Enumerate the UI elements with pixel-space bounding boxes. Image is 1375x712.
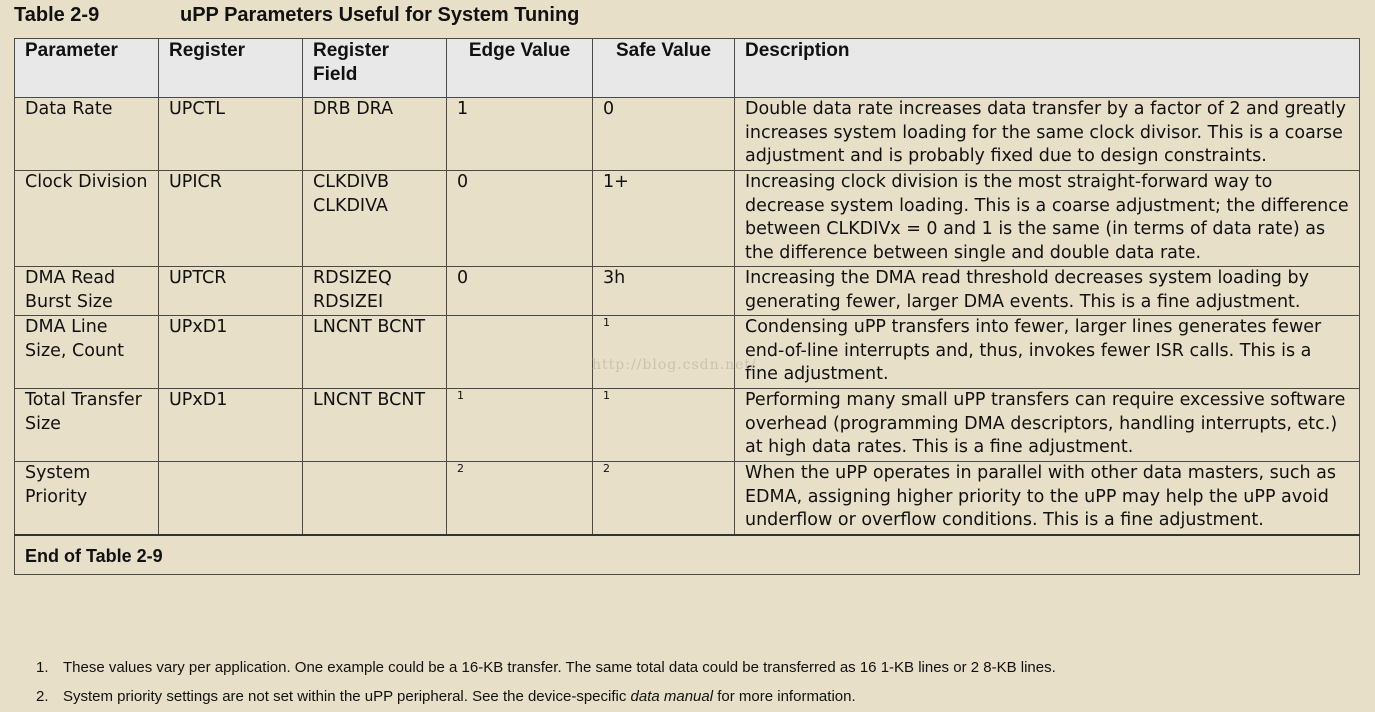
footnote-text: These values vary per application. One example could be a 16-KB transfer. The same total data could be transferred as 16 1-KB lines or 2 8-KB lines. [63,659,1056,676]
cell-parameter: DMA Line Size, Count [15,316,159,389]
cell-parameter: Total Transfer Size [15,389,159,462]
footnotes [36,653,1056,711]
cell-register: UPICR [159,171,303,267]
footnote-item [36,653,1056,682]
cell-register: UPTCR [159,267,303,316]
footnote-item [36,682,1056,711]
cell-safe-value: 0 [593,98,735,171]
footnote-ref: 2 [457,462,464,475]
column-header-register-field: Register Field [303,39,447,98]
cell-description: Increasing the DMA read threshold decreases system loading by generating fewer, larger DMA events. This is a fine adjustment. [735,267,1360,316]
table-row [15,389,1360,462]
footnote-italic-text: data manual [630,688,714,705]
cell-safe-value [593,462,735,536]
parameters-table [14,38,1360,575]
cell-description: Double data rate increases data transfer by a factor of 2 and greatly increases system loading for the same clock divisor. This is a coarse adjustment and is probably fixed due to design constraints. [735,98,1360,171]
cell-parameter: DMA Read Burst Size [15,267,159,316]
column-header-description: Description [735,39,1360,98]
footnote-text-end: for more information. [713,688,856,705]
cell-edge-value [447,316,593,389]
cell-parameter: Clock Division [15,171,159,267]
table-row [15,171,1360,267]
footnote-number: 2. [36,688,49,705]
footnote-ref: 2 [603,462,610,475]
cell-description: Performing many small uPP transfers can require excessive software overhead (programming DMA descriptors, handling interrupts, etc.) at high data rates. This is a fine adjustment. [735,389,1360,462]
cell-safe-value: 3h [593,267,735,316]
cell-register: UPCTL [159,98,303,171]
cell-register-field: LNCNT BCNT [303,389,447,462]
table-number: Table 2-9 [14,4,100,26]
cell-register-field: LNCNT BCNT [303,316,447,389]
column-header-edge-value: Edge Value [447,39,593,98]
cell-edge-value [447,389,593,462]
cell-register: UPxD1 [159,316,303,389]
table-caption: uPP Parameters Useful for System Tuning [180,4,580,26]
table-header-row [15,39,1360,98]
cell-description: When the uPP operates in parallel with other data masters, such as EDMA, assigning higher priority to the uPP may help the uPP avoid underflow or overflow conditions. This is a fine adjustment. [735,462,1360,536]
cell-edge-value: 0 [447,171,593,267]
column-header-parameter: Parameter [15,39,159,98]
footnote-ref: 1 [457,389,464,402]
cell-register-field: RDSIZEQ RDSIZEI [303,267,447,316]
cell-edge-value [447,462,593,536]
cell-safe-value: 1+ [593,171,735,267]
watermark: http://blog.csdn.net/ [592,357,757,373]
cell-description: Condensing uPP transfers into fewer, larger lines generates fewer end-of-line interrupts and, thus, invokes fewer ISR calls. This is a fine adjustment. [735,316,1360,389]
cell-edge-value: 1 [447,98,593,171]
cell-safe-value [593,389,735,462]
footnote-text: System priority settings are not set within the uPP peripheral. See the device-specific [63,688,631,705]
footnote-ref: 1 [603,389,610,402]
cell-register-field: DRB DRA [303,98,447,171]
cell-register [159,462,303,536]
cell-register-field [303,462,447,536]
cell-register-field: CLKDIVB CLKDIVA [303,171,447,267]
table-row [15,316,1360,389]
cell-register: UPxD1 [159,389,303,462]
column-header-register: Register [159,39,303,98]
column-header-safe-value: Safe Value [593,39,735,98]
table-title [14,2,579,28]
table-row [15,267,1360,316]
cell-safe-value [593,316,735,389]
footnote-ref: 1 [603,316,610,329]
cell-parameter: Data Rate [15,98,159,171]
table-row [15,98,1360,171]
end-of-table-label: End of Table 2-9 [15,535,1360,575]
cell-parameter: System Priority [15,462,159,536]
cell-edge-value: 0 [447,267,593,316]
cell-description: Increasing clock division is the most straight-forward way to decrease system loading. This is a coarse adjustment; the difference between CLKDIVx = 0 and 1 is the same (in terms of data rate) as the difference between single and double data rate. [735,171,1360,267]
table-row [15,462,1360,536]
footnote-number: 1. [36,659,49,676]
table-end-row [15,535,1360,575]
